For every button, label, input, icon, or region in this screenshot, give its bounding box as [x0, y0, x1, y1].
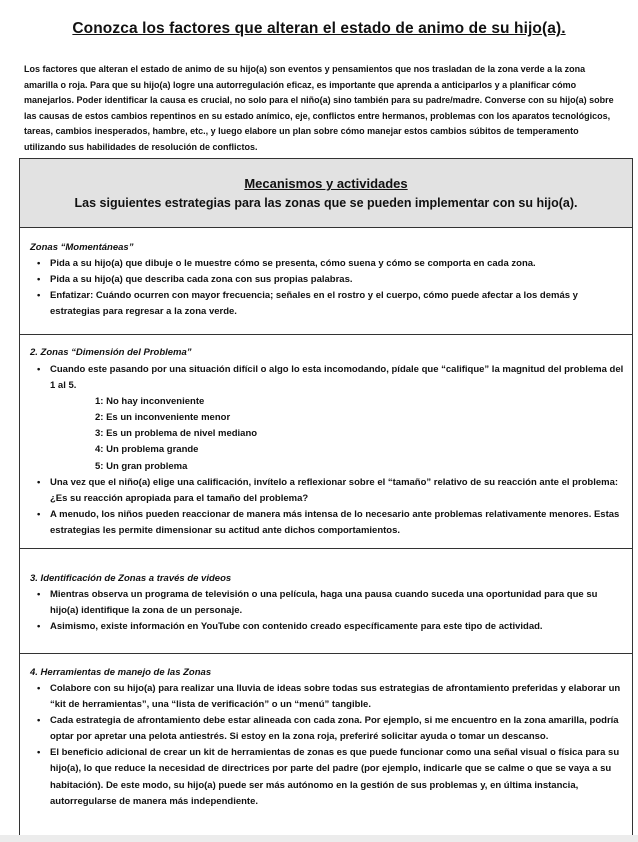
- page-title: Conozca los factores que alteran el estado de animo de su hijo(a).: [72, 20, 566, 37]
- activities-box: [19, 158, 633, 836]
- section-title: 3. Identificación de Zonas a través de videos: [30, 573, 232, 584]
- scale-item: 1: No hay inconveniente: [95, 396, 205, 408]
- list-item: • Colabore con su hijo(a) para realizar una lluvia de ideas sobre todas sus estrategias de afrontamiento preferidas y elaborar un “kit de herramientas”, una “lista de verificación” o un “menú” tangible.: [31, 681, 627, 713]
- list-item: • A menudo, los niños pueden reaccionar de manera más intensa de lo necesario ante problemas relativamente menores. Estas estrategias les permite dimensionar su actitud ante dichos comportamientos.: [31, 507, 627, 539]
- box-subheading: Las siguientes estrategias para las zonas que se pueden implementar con su hijo(a).: [74, 196, 578, 210]
- section-list: [31, 681, 627, 810]
- section-title: Zonas “Momentáneas”: [30, 242, 134, 253]
- list-item: • El beneficio adicional de crear un kit de herramientas de zonas es que puede funcionar como una señal visual o física para su hijo(a), lo que reduce la necesidad de directrices por parte del padre (por ejemplo, indicarle que se calme o que se vaya a su habitación). De este modo, su hijo(a) puede ser más autónomo en la gestión de sus problemas y, en última instancia, autorregularse de manera más independiente.: [31, 745, 627, 809]
- section-list: [31, 256, 627, 320]
- scale-item: 3: Es un problema de nivel mediano: [95, 428, 258, 440]
- list-item: • Asimismo, existe información en YouTube con contenido creado específicamente para este tipo de actividad.: [31, 619, 627, 635]
- section-list: [31, 362, 627, 539]
- section-video-identification: [20, 549, 632, 654]
- list-item: • Enfatizar: Cuándo ocurren con mayor frecuencia; señales en el rostro y el cuerpo, cómo puede afectar a los demás y estrategias para regresar a la zona verde.: [31, 288, 627, 320]
- list-item: • Pida a su hijo(a) que dibuje o le muestre cómo se presenta, cómo suena y cómo se comporta en cada zona.: [31, 256, 627, 272]
- section-list: [31, 587, 627, 635]
- list-item: • Pida a su hijo(a) que describa cada zona con sus propias palabras.: [31, 272, 627, 288]
- section-zone-tools: [20, 654, 632, 835]
- scale-item: 5: Un gran problema: [95, 460, 188, 472]
- box-heading: Mecanismos y actividades: [244, 176, 408, 191]
- list-item: • Cuando este pasando por una situación difícil o algo lo esta incomodando, pídale que “califique” la magnitud del problema del 1 al 5.: [31, 362, 627, 394]
- list-item: • Cada estrategia de afrontamiento debe estar alineada con cada zona. Por ejemplo, si me encuentro en la zona amarilla, podría optar por apretar una pelota antiestrés. Si estoy en la zona roja, preferiré solicitar ayuda o tomar un descanso.: [31, 713, 627, 745]
- box-header: [20, 159, 632, 228]
- section-title: 2. Zonas “Dimensión del Problema”: [30, 347, 192, 358]
- section-problem-size: [20, 335, 632, 549]
- section-title: 4. Herramientas de manejo de las Zonas: [30, 667, 212, 678]
- section-momentary-zones: [20, 228, 632, 335]
- list-item: • Mientras observa un programa de televisión o una película, haga una pausa cuando suceda una oportunidad para que su hijo(a) identifique la zona de un personaje.: [31, 587, 627, 619]
- intro-paragraph: Los factores que alteran el estado de animo de su hijo(a) son eventos y pensamientos que nos trasladan de la zona verde a la zona amarilla o roja. Para que su hijo(a) logre una autorregulación eficaz, es importante que aprenda a anticiparlos y a planificar cómo manejarlos. Poder identificar la causa es crucial, no solo para el niño(a) sino también para su padre/madre. Converse con su hijo(a) sobre las causas de estos cambios repentinos en su estado anímico, eje, conflictos entre hermanos, problemas con los aparatos tecnológicos, tareas, cambios inesperados, hambre, etc., y luego elabore un plan sobre cómo manejar estos cambios súbitos de temperamento utilizando sus habilidades de resolución de conflictos.: [24, 64, 614, 152]
- scale-item: 4: Un problema grande: [95, 444, 199, 456]
- page-edge: [0, 835, 638, 842]
- list-item: • Una vez que el niño(a) elige una calificación, invítelo a reflexionar sobre el “tamaño” relativo de su reacción ante el problema: ¿Es su reacción apropiada para el tamaño del problema?: [31, 475, 627, 507]
- scale-item: 2: Es un inconveniente menor: [95, 412, 231, 424]
